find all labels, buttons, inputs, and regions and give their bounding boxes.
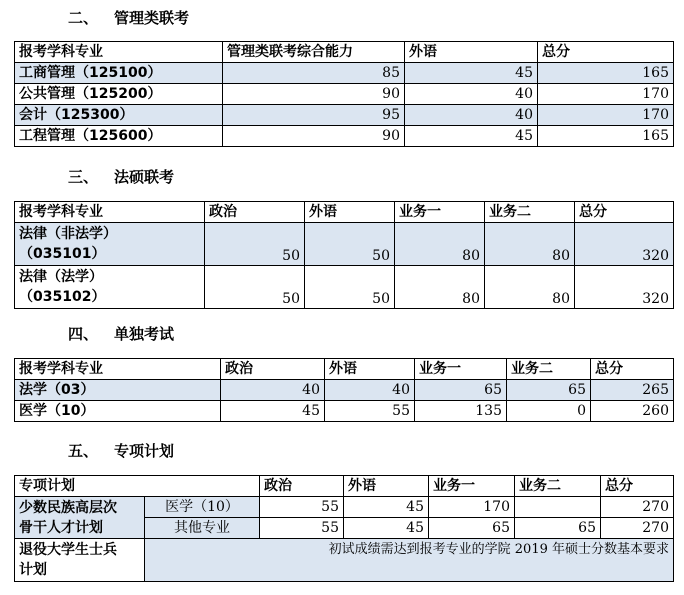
table-row — [15, 497, 674, 518]
column-header: 业务二 — [515, 476, 601, 497]
score-cell: 90 — [223, 126, 405, 147]
table-row — [15, 401, 674, 422]
score-cell: 80 — [485, 266, 575, 309]
score-cell: 50 — [205, 266, 305, 309]
total-cell: 260 — [591, 401, 674, 422]
table-header-row — [15, 476, 674, 497]
column-header: 总分 — [591, 359, 674, 380]
total-cell: 170 — [538, 84, 674, 105]
column-header: 业务二 — [485, 202, 575, 223]
law-exam-table — [14, 201, 674, 309]
section3-title: 法硕联考 — [114, 168, 175, 186]
column-header: 报考学科专业 — [15, 202, 205, 223]
score-cell: 80 — [395, 223, 485, 266]
sub-category: 医学（10） — [145, 497, 260, 518]
section2-heading — [68, 7, 189, 28]
score-cell: 40 — [405, 105, 538, 126]
score-cell: 65 — [415, 380, 507, 401]
total-cell: 270 — [601, 518, 674, 539]
column-header: 政治 — [205, 202, 305, 223]
section5-heading — [68, 440, 174, 461]
score-cell: 45 — [405, 126, 538, 147]
major-name: 会计（125300） — [15, 105, 223, 126]
score-cell: 65 — [515, 518, 601, 539]
score-cell: 45 — [405, 63, 538, 84]
score-cell — [515, 497, 601, 518]
section5-title: 专项计划 — [114, 442, 175, 460]
major-name: 法学（03） — [15, 380, 221, 401]
score-cell: 50 — [205, 223, 305, 266]
total-cell: 320 — [575, 223, 674, 266]
score-cell: 95 — [223, 105, 405, 126]
score-cell: 65 — [507, 380, 591, 401]
column-header: 业务一 — [429, 476, 515, 497]
section5-number: 五、 — [68, 442, 99, 460]
column-header: 业务一 — [395, 202, 485, 223]
score-cell: 90 — [223, 84, 405, 105]
minority-plan-line2: 骨干人才计划 — [19, 519, 103, 536]
special-plan-table — [14, 475, 674, 582]
table-header-row — [15, 42, 674, 63]
total-cell: 165 — [538, 126, 674, 147]
total-cell: 320 — [575, 266, 674, 309]
minority-plan-label — [15, 497, 145, 539]
section3-heading — [68, 166, 174, 187]
table-row — [15, 539, 674, 582]
column-header: 报考学科专业 — [15, 359, 221, 380]
table-row — [15, 63, 674, 84]
table-header-row — [15, 202, 674, 223]
section2-title: 管理类联考 — [114, 9, 190, 27]
independent-exam-table — [14, 358, 674, 422]
column-header: 总分 — [538, 42, 674, 63]
column-header: 政治 — [260, 476, 344, 497]
section4-title: 单独考试 — [114, 325, 175, 343]
major-name-line2: （035102） — [19, 289, 106, 305]
table-row — [15, 84, 674, 105]
major-name — [15, 223, 205, 266]
table-row — [15, 105, 674, 126]
score-cell: 80 — [485, 223, 575, 266]
veteran-plan-label — [15, 539, 145, 582]
section4-number: 四、 — [68, 325, 99, 343]
score-cell: 40 — [221, 380, 325, 401]
score-cell: 135 — [415, 401, 507, 422]
column-header: 总分 — [601, 476, 674, 497]
column-header: 外语 — [405, 42, 538, 63]
score-cell: 45 — [344, 518, 429, 539]
major-name — [15, 266, 205, 309]
column-header: 外语 — [325, 359, 415, 380]
total-cell: 270 — [601, 497, 674, 518]
minority-plan-line1: 少数民族高层次 — [19, 499, 117, 516]
score-cell: 85 — [223, 63, 405, 84]
score-cell: 170 — [429, 497, 515, 518]
management-exam-table — [14, 41, 674, 147]
column-header: 外语 — [305, 202, 395, 223]
section2-number: 二、 — [68, 9, 99, 27]
major-name: 公共管理（125200） — [15, 84, 223, 105]
score-cell: 40 — [325, 380, 415, 401]
column-header: 管理类联考综合能力 — [223, 42, 405, 63]
major-name-line1: 法律（非法学） — [19, 226, 117, 242]
section3-number: 三、 — [68, 168, 99, 186]
table-header-row — [15, 359, 674, 380]
column-header: 外语 — [344, 476, 429, 497]
major-name: 工程管理（125600） — [15, 126, 223, 147]
score-cell: 55 — [325, 401, 415, 422]
score-cell: 45 — [344, 497, 429, 518]
table-row — [15, 223, 674, 266]
total-cell: 165 — [538, 63, 674, 84]
major-name: 工商管理（125100） — [15, 63, 223, 84]
score-cell: 80 — [395, 266, 485, 309]
score-cell: 50 — [305, 266, 395, 309]
column-header: 业务一 — [415, 359, 507, 380]
score-cell: 55 — [260, 518, 344, 539]
score-cell: 50 — [305, 223, 395, 266]
column-header: 政治 — [221, 359, 325, 380]
total-cell: 170 — [538, 105, 674, 126]
section4-heading — [68, 323, 174, 344]
sub-category: 其他专业 — [145, 518, 260, 539]
score-cell: 55 — [260, 497, 344, 518]
column-header: 专项计划 — [15, 476, 260, 497]
table-row — [15, 126, 674, 147]
major-name-line2: （035101） — [19, 246, 106, 262]
major-name-line1: 法律（法学） — [19, 269, 103, 285]
veteran-plan-note: 初试成绩需达到报考专业的学院 2019 年硕士分数基本要求 — [145, 539, 674, 582]
veteran-plan-line2: 计划 — [19, 562, 47, 578]
major-name: 医学（10） — [15, 401, 221, 422]
score-cell: 45 — [221, 401, 325, 422]
veteran-plan-line1: 退役大学生士兵 — [19, 542, 117, 558]
column-header: 报考学科专业 — [15, 42, 223, 63]
score-cell: 65 — [429, 518, 515, 539]
total-cell: 265 — [591, 380, 674, 401]
table-row — [15, 380, 674, 401]
score-cell: 0 — [507, 401, 591, 422]
table-row — [15, 266, 674, 309]
score-cell: 40 — [405, 84, 538, 105]
column-header: 总分 — [575, 202, 674, 223]
column-header: 业务二 — [507, 359, 591, 380]
